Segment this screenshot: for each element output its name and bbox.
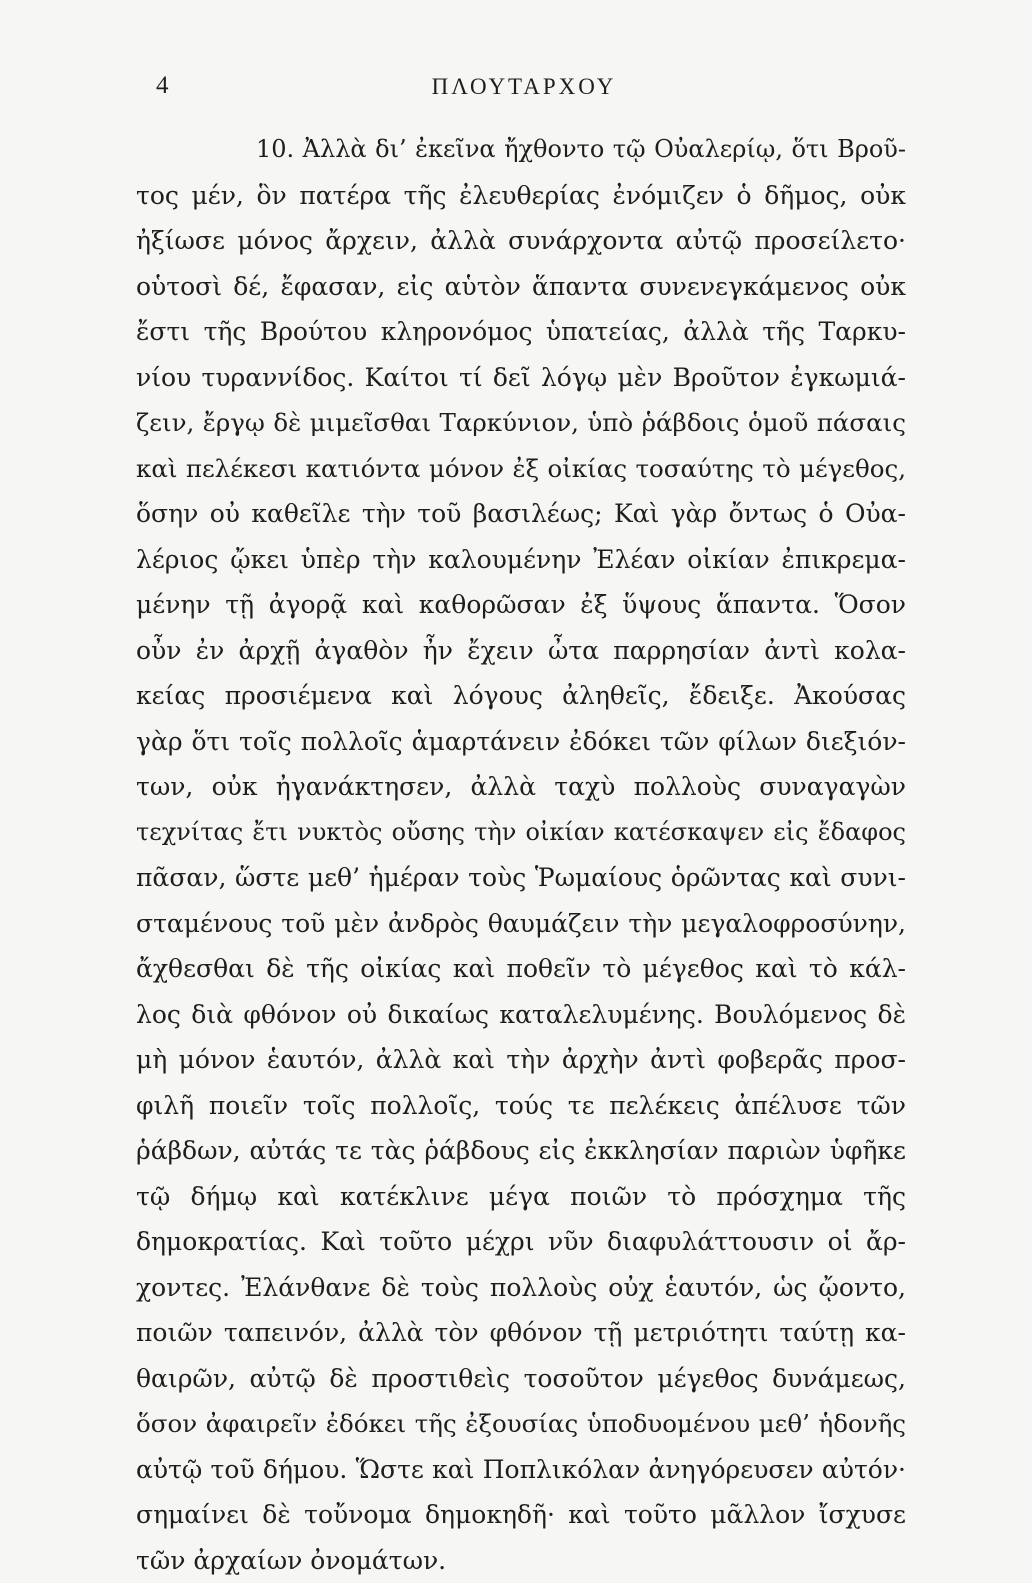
text-line: ὅσην οὐ καθεῖλε τὴν τοῦ βασιλέως; Καὶ γὰρ ὄντως ὁ Οὐα-	[136, 491, 906, 537]
text-line: οὖν ἐν ἀρχῇ ἀγαθὸν ἦν ἔχειν ὦτα παρρησίαν ἀντὶ κολα-	[136, 628, 906, 674]
text-line: γὰρ ὅτι τοῖς πολλοῖς ἁμαρτάνειν ἐδόκει τῶν φίλων διεξιόν-	[136, 719, 906, 765]
text-line: ἄχθεσθαι δὲ τῆς οἰκίας καὶ ποθεῖν τὸ μέγεθος καὶ τὸ κάλ-	[136, 946, 906, 992]
running-head	[134, 72, 914, 106]
page-number: 4	[156, 72, 169, 100]
text-line: θαιρῶν, αὐτῷ δὲ προστιθεὶς τοσοῦτον μέγεθος δυνάμεως,	[136, 1356, 906, 1402]
text-line: τεχνίτας ἔτι νυκτὸς οὔσης τὴν οἰκίαν κατέσκαψεν εἰς ἔδαφος	[136, 810, 906, 856]
text-line: οὑτοσὶ δέ, ἔφασαν, εἰς αὑτὸν ἅπαντα συνενεγκάμενος οὐκ	[136, 264, 906, 310]
text-line: φιλῆ ποιεῖν τοῖς πολλοῖς, τούς τε πελέκεις ἀπέλυσε τῶν	[136, 1083, 906, 1129]
text-line: 10. Ἀλλὰ δι’ ἐκεῖνα ἤχθοντο τῷ Οὐαλερίῳ, ὅτι Βροῦ-	[136, 127, 906, 173]
body-text	[136, 127, 906, 1583]
text-line: δημοκρατίας. Καὶ τοῦτο μέχρι νῦν διαφυλάττουσιν οἱ ἄρ-	[136, 1219, 906, 1265]
text-line: χοντες. Ἐλάνθανε δὲ τοὺς πολλοὺς οὐχ ἑαυτόν, ὡς ᾤοντο,	[136, 1265, 906, 1311]
text-line: ἔστι τῆς Βρούτου κληρονόμος ὑπατείας, ἀλλὰ τῆς Ταρκυ-	[136, 309, 906, 355]
text-line: καὶ πελέκεσι κατιόντα μόνον ἐξ οἰκίας τοσαύτης τὸ μέγεθος,	[136, 446, 906, 492]
text-line: αὐτῷ τοῦ δήμου. Ὥστε καὶ Ποπλικόλαν ἀνηγόρευσεν αὐτόν·	[136, 1447, 906, 1493]
text-line: νίου τυραννίδος. Καίτοι τί δεῖ λόγῳ μὲν Βροῦτον ἐγκωμιά-	[136, 355, 906, 401]
text-line: σταμένους τοῦ μὲν ἀνδρὸς θαυμάζειν τὴν μεγαλοφροσύνην,	[136, 901, 906, 947]
text-line: ποιῶν ταπεινόν, ἀλλὰ τὸν φθόνον τῇ μετριότητι ταύτῃ κα-	[136, 1310, 906, 1356]
text-line: λος διὰ φθόνον οὐ δικαίως καταλελυμένης. Βουλόμενος δὲ	[136, 992, 906, 1038]
text-line: ἠξίωσε μόνος ἄρχειν, ἀλλὰ συνάρχοντα αὐτῷ προσείλετο·	[136, 218, 906, 264]
running-title: ΠΛΟΥΤΑΡΧΟΥ	[134, 74, 914, 100]
text-line: ῥάβδων, αὐτάς τε τὰς ῥάβδους εἰς ἐκκλησίαν παριὼν ὑφῆκε	[136, 1128, 906, 1174]
text-line: μὴ μόνον ἑαυτόν, ἀλλὰ καὶ τὴν ἀρχὴν ἀντὶ φοβερᾶς προσ-	[136, 1037, 906, 1083]
text-line: σημαίνει δὲ τοὔνομα δημοκηδῆ· καὶ τοῦτο μᾶλλον ἴσχυσε	[136, 1492, 906, 1538]
text-line: τῶν ἀρχαίων ὀνομάτων.	[136, 1538, 906, 1583]
text-line: πᾶσαν, ὥστε μεθ’ ἡμέραν τοὺς Ῥωμαίους ὁρῶντας καὶ συνι-	[136, 855, 906, 901]
text-line: λέριος ᾤκει ὑπὲρ τὴν καλουμένην Ἐλέαν οἰκίαν ἐπικρεμα-	[136, 537, 906, 583]
text-line: μένην τῇ ἀγορᾷ καὶ καθορῶσαν ἐξ ὕψους ἅπαντα. Ὅσον	[136, 582, 906, 628]
text-line: των, οὐκ ἠγανάκτησεν, ἀλλὰ ταχὺ πολλοὺς συναγαγὼν	[136, 764, 906, 810]
text-line: τος μέν, ὃν πατέρα τῆς ἐλευθερίας ἐνόμιζεν ὁ δῆμος, οὐκ	[136, 173, 906, 219]
text-line: τῷ δήμῳ καὶ κατέκλινε μέγα ποιῶν τὸ πρόσχημα τῆς	[136, 1174, 906, 1220]
text-line: κείας προσιέμενα καὶ λόγους ἀληθεῖς, ἔδειξε. Ἀκούσας	[136, 673, 906, 719]
text-line: ζειν, ἔργῳ δὲ μιμεῖσθαι Ταρκύνιον, ὑπὸ ῥάβδοις ὁμοῦ πάσαις	[136, 400, 906, 446]
text-line: ὅσον ἀφαιρεῖν ἐδόκει τῆς ἐξουσίας ὑποδυομένου μεθ’ ἡδονῆς	[136, 1401, 906, 1447]
